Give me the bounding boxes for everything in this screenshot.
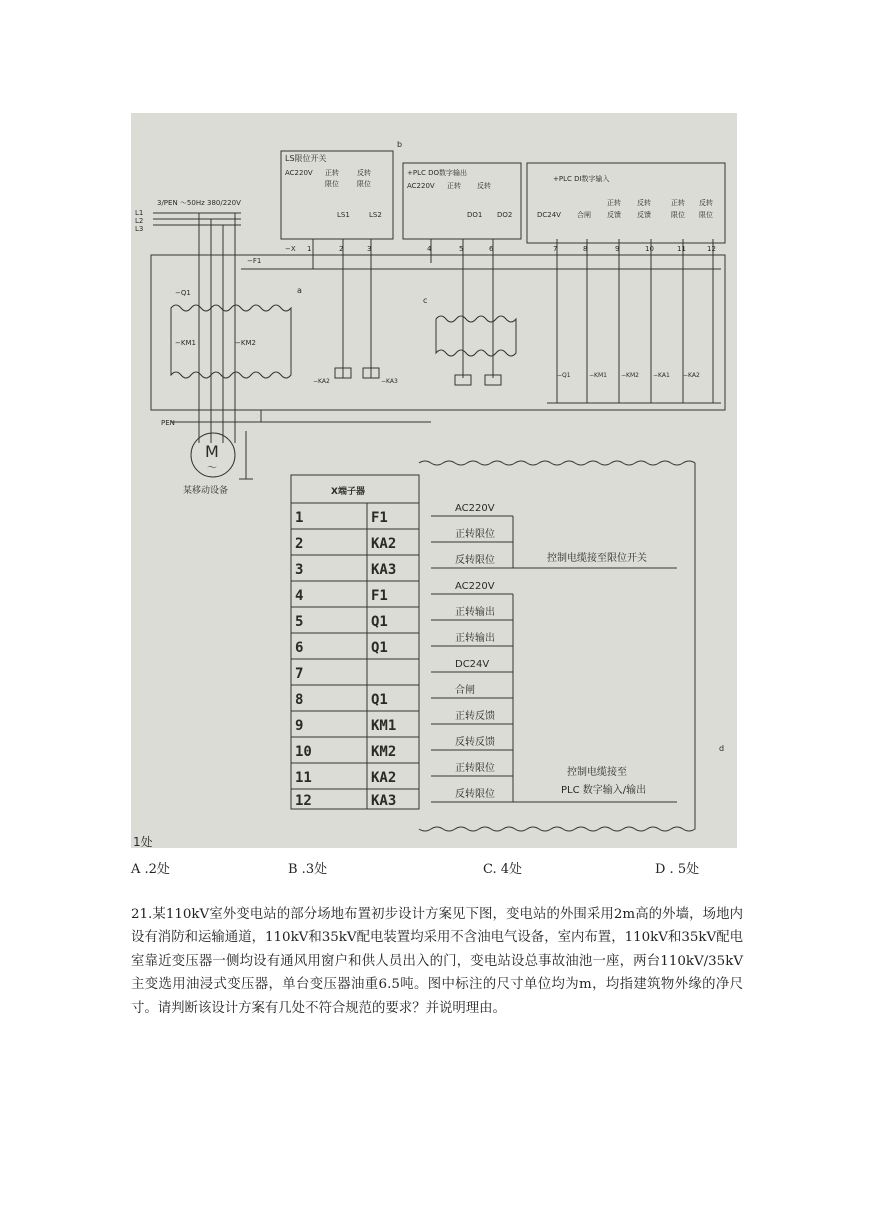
row-sig: 正转输出 <box>455 607 495 618</box>
di-c5a: 正转 <box>671 199 685 207</box>
line-l1: L1 <box>135 209 144 217</box>
terminal-10: 10 <box>645 245 654 253</box>
row-dev: KM1 <box>371 718 397 734</box>
row-num: 5 <box>295 614 304 630</box>
row-sig: AC220V <box>455 581 495 592</box>
row-num: 1 <box>295 510 304 526</box>
di-c4b: 反馈 <box>637 211 651 219</box>
row-dev: Q1 <box>371 640 388 656</box>
marker-b: b <box>397 140 403 149</box>
marker-a: a <box>297 286 302 295</box>
do-col1: 正转 <box>447 182 461 190</box>
row-sig: 反转反馈 <box>455 737 495 748</box>
row-sig: 反转限位 <box>455 789 495 800</box>
row-sig: 正转输出 <box>455 633 495 644</box>
row-dev: F1 <box>371 510 388 526</box>
di-c6b: 限位 <box>699 211 713 219</box>
row-dev: KA3 <box>371 793 397 809</box>
row-sig: DC24V <box>455 659 490 670</box>
row-num: 7 <box>295 666 304 682</box>
row-sig: AC220V <box>455 503 495 514</box>
option-c: C. 4处 <box>483 862 523 877</box>
terminal-table-header: X端子器 <box>331 487 365 497</box>
di-feedback-q1: −Q1 <box>557 372 571 379</box>
terminal-1: 1 <box>307 245 312 253</box>
row-dev: Q1 <box>371 614 388 630</box>
ls-box-ac: AC220V <box>285 169 313 177</box>
question-21-text: 21.某110kV室外变电站的部分场地布置初步设计方案见下图，变电站的外围采用2m高的外墙，场地内设有消防和运输通道，110kV和35kV配电装置均采用不含油电气设备，室内布置，110kV和35kV配电室靠近变压器一侧均设有通风用窗户和供人员出入的门，变电站设总事故油池一座，两台110kV/35kV主变选用油浸式变压器，单台变压器油重6.5吨。图中标注的尺寸单位均为m，均指建筑物外缘的净尺寸。请判断该设计方案有几处不符合规范的要求？并说明理由。 <box>131 907 743 1016</box>
terminal-prefix: −X <box>285 245 296 253</box>
di-feedback-km2: −KM2 <box>621 372 639 379</box>
row-num: 8 <box>295 692 304 708</box>
terminal-12: 12 <box>707 245 716 253</box>
fuse-f1: −F1 <box>247 257 262 265</box>
ls-col1-a: 正转 <box>325 169 339 177</box>
row-num: 12 <box>295 793 312 809</box>
terminal-3: 3 <box>367 245 372 253</box>
line-l3: L3 <box>135 225 144 233</box>
row-dev: KA2 <box>371 536 397 552</box>
row-sig: 合闸 <box>455 685 475 696</box>
do-box-title: +PLC DO数字输出 <box>407 169 467 177</box>
row-dev: Q1 <box>371 692 388 708</box>
terminal-8: 8 <box>583 245 588 253</box>
relay-ka3: −KA3 <box>381 378 398 385</box>
cable-note-limit-switch: 控制电缆接至限位开关 <box>547 553 647 564</box>
motor-symbol: ～ <box>207 463 217 474</box>
ls-box-title: LS限位开关 <box>285 154 327 163</box>
answer-options <box>0 858 869 880</box>
supply-label: 3/PEN ～50Hz 380/220V <box>157 199 241 207</box>
ls-col1-b: 限位 <box>325 180 339 188</box>
option-d: D . 5处 <box>655 862 700 877</box>
terminal-4: 4 <box>427 245 432 253</box>
ls-col2-a: 反转 <box>357 169 371 177</box>
contactor-km2: −KM2 <box>235 339 256 347</box>
relay-ka2: −KA2 <box>313 378 330 385</box>
cable-note-plc-2: PLC 数字输入/输出 <box>561 785 647 796</box>
row-num: 11 <box>295 770 312 786</box>
row-dev: KA3 <box>371 562 397 578</box>
row-sig: 反转限位 <box>455 555 495 566</box>
di-c3b: 反馈 <box>607 211 621 219</box>
photo-corner-text: 1处 <box>133 835 153 848</box>
do1-label: DO1 <box>467 211 483 219</box>
terminal-9: 9 <box>615 245 620 253</box>
di-c5b: 限位 <box>671 211 685 219</box>
do-box-ac: AC220V <box>407 182 435 190</box>
di-feedback-ka1: −KA1 <box>653 372 670 379</box>
cable-note-plc-1: 控制电缆接至 <box>567 767 627 778</box>
breaker-q1: −Q1 <box>175 289 191 297</box>
circuit-diagram-photo <box>131 113 737 848</box>
row-num: 4 <box>295 588 304 604</box>
do2-label: DO2 <box>497 211 513 219</box>
row-sig: 正转限位 <box>455 529 495 540</box>
row-sig: 正转限位 <box>455 763 495 774</box>
row-sig: 正转反馈 <box>455 711 495 722</box>
option-a: A .2处 <box>131 862 170 877</box>
row-num: 2 <box>295 536 304 552</box>
terminal-2: 2 <box>339 245 344 253</box>
di-feedback-km1: −KM1 <box>589 372 607 379</box>
terminal-11: 11 <box>677 245 686 253</box>
row-num: 10 <box>295 744 312 760</box>
di-feedback-ka2: −KA2 <box>683 372 700 379</box>
ls2-label: LS2 <box>369 211 382 219</box>
row-dev: KA2 <box>371 770 397 786</box>
ls-col2-b: 限位 <box>357 180 371 188</box>
di-c4a: 反转 <box>637 199 651 207</box>
marker-c: c <box>423 296 428 305</box>
row-num: 6 <box>295 640 304 656</box>
motor-caption: 某移动设备 <box>183 486 229 496</box>
di-c2: 合闸 <box>577 211 591 219</box>
pen-label: PEN <box>161 419 175 427</box>
di-dc: DC24V <box>537 211 561 219</box>
line-l2: L2 <box>135 217 144 225</box>
terminal-6: 6 <box>489 245 494 253</box>
marker-d: d <box>719 744 725 753</box>
row-num: 9 <box>295 718 304 734</box>
ls1-label: LS1 <box>337 211 350 219</box>
option-b: B .3处 <box>288 862 328 877</box>
row-dev: F1 <box>371 588 388 604</box>
do-col2: 反转 <box>477 182 491 190</box>
row-num: 3 <box>295 562 304 578</box>
di-box-title: +PLC DI数字输入 <box>553 175 610 183</box>
di-c6a: 反转 <box>699 199 713 207</box>
contactor-km1: −KM1 <box>175 339 196 347</box>
di-c3a: 正转 <box>607 199 621 207</box>
terminal-7: 7 <box>553 245 558 253</box>
circuit-diagram <box>131 113 737 848</box>
motor-letter: M <box>205 442 219 461</box>
terminal-5: 5 <box>459 245 464 253</box>
row-dev: KM2 <box>371 744 397 760</box>
